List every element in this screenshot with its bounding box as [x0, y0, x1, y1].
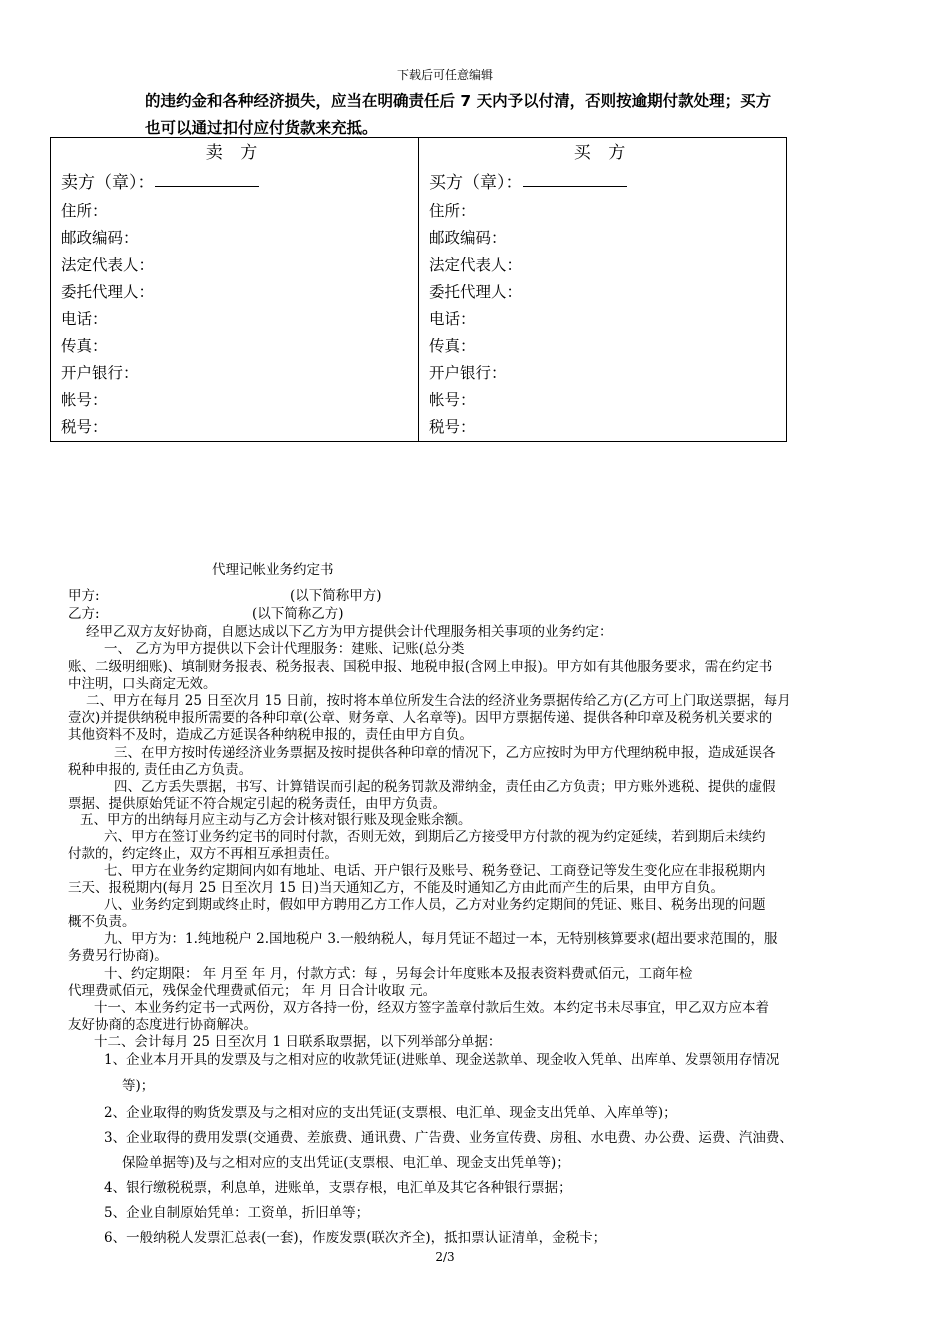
clause-line: 其他资料不及时，造成乙方延误各种纳税申报的，责任由甲方自负。 — [68, 727, 473, 743]
buyer-field: 法定代表人： — [429, 256, 523, 274]
party-signature-table — [50, 137, 787, 442]
clause-line: 九、甲方为：1.纯地税户 2.国地税户 3.一般纳税人，每月凭证不超过一本，无特别核算要求(超出要求范围的，服 — [104, 931, 778, 947]
buyer-field: 邮政编码： — [429, 229, 507, 247]
buyer-field: 帐号： — [429, 391, 476, 409]
clause-line: 十二、会计每月 25 日至次月 1 日联系取票据，以下列举部分单据： — [94, 1034, 502, 1050]
page-number: 2/3 — [435, 1250, 455, 1264]
seller-field: 电话： — [61, 310, 108, 328]
clause-line: 概不负责。 — [68, 914, 136, 930]
document-list-item: 保险单据等)及与之相对应的支出凭证(支票根、电汇单、现金支出凭单等)； — [122, 1155, 570, 1171]
penalty-line-1: 的违约金和各种经济损失，应当在明确责任后 7 天内予以付清，否则按逾期付款处理；买方 — [145, 92, 772, 110]
buyer-column — [419, 138, 787, 442]
clause-line: 中注明，口头商定无效。 — [68, 676, 217, 692]
seller-stamp-row — [51, 168, 418, 198]
buyer-heading: 买 方 — [573, 143, 632, 163]
seller-field: 住所： — [61, 202, 108, 220]
clause-line: 付款的，约定终止，双方不再相互承担责任。 — [68, 846, 338, 862]
clause-line: 八、业务约定到期或终止时，假如甲方聘用乙方工作人员，乙方对业务约定期间的凭证、账目、税务出现的问题 — [104, 897, 766, 913]
buyer-field: 税号： — [429, 418, 476, 436]
buyer-field: 电话： — [429, 310, 476, 328]
buyer-field: 住所： — [429, 202, 476, 220]
seller-stamp-label: 卖方（章）： — [61, 173, 155, 193]
clause-line: 十、约定期限： 年 月至 年 月，付款方式：每 ，另每会计年度账本及报表资料费贰佰元，工商年检 — [104, 966, 693, 982]
clause-line: 一、 乙方为甲方提供以下会计代理服务：建账、记账(总分类 — [104, 641, 465, 657]
document-list-item: 2、企业取得的购货发票及与之相对应的支出凭证(支票根、电汇单、现金支出凭单、入库单等)； — [104, 1105, 677, 1121]
buyer-field: 开户银行： — [429, 364, 507, 382]
clause-line: 五、甲方的出纳每月应主动与乙方会计核对银行账及现金账余额。 — [80, 812, 472, 828]
clause-line: 七、甲方在业务约定期间内如有地址、电话、开户银行及账号、税务登记、工商登记等发生变化应在非报税期内 — [104, 863, 766, 879]
clause-line: 四、乙方丢失票据，书写、计算错误而引起的税务罚款及滞纳金，责任由乙方负责；甲方账外逃税、提供的虚假 — [114, 779, 776, 795]
clause-line: 务费另行协商)。 — [68, 948, 168, 964]
document-list-item: 5、企业自制原始凭单：工资单，折旧单等； — [104, 1205, 370, 1221]
penalty-line-2: 也可以通过扣付应付货款来充抵。 — [145, 119, 378, 137]
clause-line: 六、甲方在签订业务约定书的同时付款，否则无效，到期后乙方接受甲方付款的视为约定延续，若到期后未续约 — [104, 829, 766, 845]
seller-field: 传真： — [61, 337, 108, 355]
seller-field: 开户银行： — [61, 364, 139, 382]
clause-line: 壹次)并提供纳税申报所需要的各种印章(公章、财务章、人名章等)。因甲方票据传递、提供各种印章及税务机关要求的 — [68, 710, 773, 726]
clause-line: 二、甲方在每月 25 日至次月 15 日前，按时将本单位所发生合法的经济业务票据传给乙方(乙方可上门取送票据，每月 — [86, 693, 791, 709]
seller-field: 帐号： — [61, 391, 108, 409]
clause-line: 税种申报的, 责任由乙方负责。 — [68, 762, 253, 778]
agreement-title: 代理记帐业务约定书 — [212, 562, 334, 578]
document-list-item: 4、银行缴税税票，利息单，进账单，支票存根，电汇单及其它各种银行票据； — [104, 1180, 572, 1196]
buyer-field: 传真： — [429, 337, 476, 355]
clause-line: 友好协商的态度进行协商解决。 — [68, 1017, 257, 1033]
clause-line: 三天、报税期内(每月 25 日至次月 15 日)当天通知乙方，不能及时通知乙方由此而产生的后果，由甲方自负。 — [68, 880, 725, 896]
top-note: 下载后可任意编辑 — [396, 68, 493, 82]
document-list-item: 3、企业取得的费用发票(交通费、差旅费、通讯费、广告费、业务宣传费、房租、水电费、办公费、运费、汽油费、 — [104, 1130, 793, 1146]
clause-line: 经甲乙双方友好协商，自愿达成以下乙方为甲方提供会计代理服务相关事项的业务约定： — [86, 624, 613, 640]
seller-heading: 卖 方 — [205, 143, 264, 163]
clause-line: 代理费贰佰元，残保金代理费贰佰元； 年 月 日合计收取 元。 — [68, 983, 437, 999]
buyer-stamp-line — [523, 168, 627, 187]
buyer-field: 委托代理人： — [429, 283, 523, 301]
clause-line: 票据、提供原始凭证不符合规定引起的税务责任，由甲方负责。 — [68, 796, 446, 812]
document-list-item: 6、一般纳税人发票汇总表(一套)，作废发票(联次齐全)，抵扣票认证清单，金税卡； — [104, 1230, 607, 1246]
document-list-item: 1、企业本月开具的发票及与之相对应的收款凭证(进账单、现金送款单、现金收入凭单、出库单、发票领用存情况 — [104, 1052, 780, 1068]
seller-column — [51, 138, 419, 442]
seller-field: 委托代理人： — [61, 283, 155, 301]
clause-line: 十一、本业务约定书一式两份，双方各持一份，经双方签字盖章付款后生效。本约定书未尽事宜，甲乙双方应本着 — [94, 1000, 769, 1016]
party-b-label: 乙方: — [68, 606, 100, 622]
party-a-label: 甲方: — [68, 588, 100, 604]
buyer-stamp-row — [419, 168, 786, 198]
seller-field: 邮政编码： — [61, 229, 139, 247]
clause-line: 账、二级明细账)、填制财务报表、税务报表、国税申报、地税申报(含网上申报)。甲方如有其他服务要求，需在约定书 — [68, 659, 773, 675]
seller-field: 税号： — [61, 418, 108, 436]
seller-stamp-line — [155, 168, 259, 187]
document-list-item: 等)； — [122, 1078, 155, 1094]
clause-line: 三、在甲方按时传递经济业务票据及按时提供各种印章的情况下，乙方应按时为甲方代理纳税申报，造成延误各 — [114, 745, 776, 761]
buyer-stamp-label: 买方（章）： — [429, 173, 523, 193]
party-b-note: (以下简称乙方) — [252, 606, 344, 622]
party-a-note: (以下简称甲方) — [290, 588, 382, 604]
seller-field: 法定代表人： — [61, 256, 155, 274]
